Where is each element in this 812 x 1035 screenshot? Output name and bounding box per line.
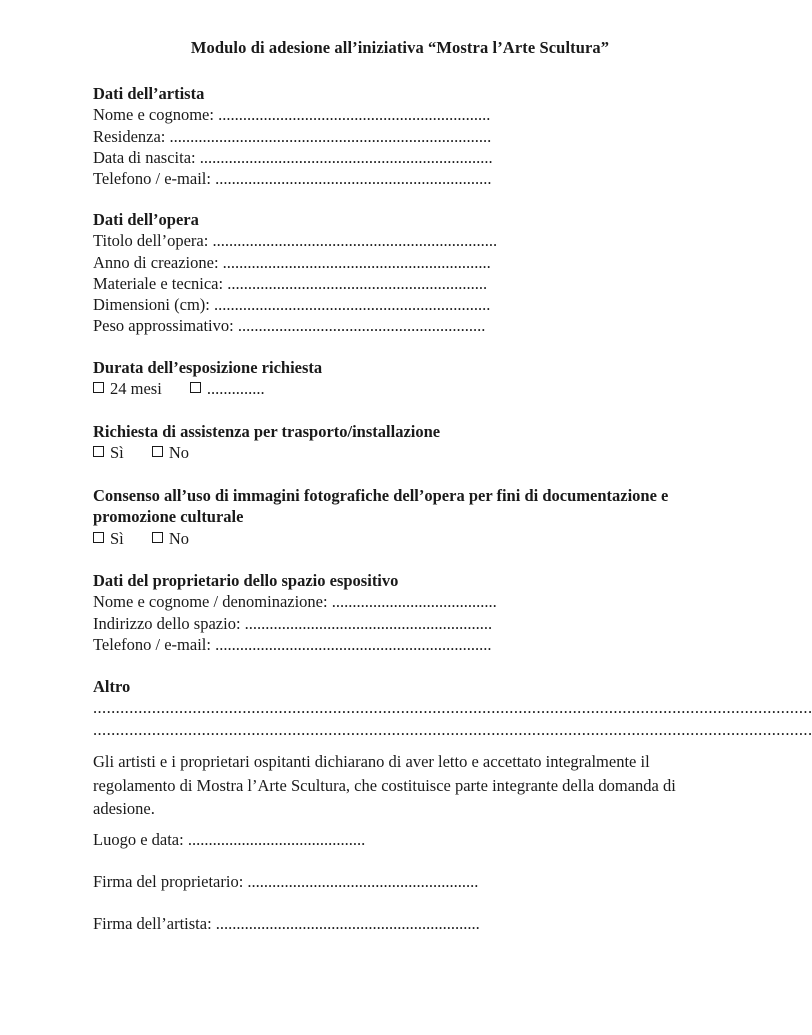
artist-heading: Dati dell’artista xyxy=(93,84,205,103)
checkbox-icon[interactable] xyxy=(93,382,104,393)
owner-address-field[interactable]: Indirizzo dello spazio: ............................................................ xyxy=(93,613,493,633)
checkbox-icon[interactable] xyxy=(190,382,201,393)
consent-section xyxy=(93,485,713,549)
checkbox-icon[interactable] xyxy=(152,446,163,457)
declaration-text: Gli artisti e i proprietari ospitanti dichiarano di aver letto e accettato integralmente il regolamento di Mostra l’Arte Scultura, che costituisce parte integrante della domanda di adesione. xyxy=(93,752,676,818)
duration-options xyxy=(93,378,713,399)
declaration-section xyxy=(93,750,713,821)
checkbox-icon[interactable] xyxy=(93,532,104,543)
assistance-heading: Richiesta di assistenza per trasporto/installazione xyxy=(93,422,441,441)
artist-residence-field[interactable]: Residenza: .............................................................................. xyxy=(93,126,492,146)
assistance-no[interactable] xyxy=(152,442,189,463)
artist-birthdate-field[interactable]: Data di nascita: ....................................................................... xyxy=(93,147,493,167)
consent-yes[interactable] xyxy=(93,528,124,549)
artwork-dimensions-field[interactable]: Dimensioni (cm): ................................................................... xyxy=(93,295,491,315)
other-line-2[interactable]: ............................................................................................................................................................... xyxy=(93,719,812,739)
assistance-no-label: No xyxy=(168,443,190,463)
artwork-section xyxy=(93,209,713,337)
place-date-section xyxy=(93,829,713,850)
artwork-weight-field[interactable]: Peso approssimativo: ............................................................ xyxy=(93,316,486,336)
artist-section xyxy=(93,83,713,189)
duration-section xyxy=(93,357,713,400)
artist-signature-section xyxy=(93,913,713,934)
artist-contact-field[interactable]: Telefono / e-mail: ................................................................... xyxy=(93,169,492,189)
duration-heading: Durata dell’esposizione richiesta xyxy=(93,358,323,377)
consent-yes-label: Sì xyxy=(110,528,124,548)
owner-contact-field[interactable]: Telefono / e-mail: ................................................................... xyxy=(93,634,492,654)
place-date-field[interactable]: Luogo e data: ........................................... xyxy=(93,830,366,849)
owner-signature-section xyxy=(93,871,713,892)
artist-signature-field[interactable]: Firma dell’artista: ................................................................ xyxy=(93,914,480,933)
artwork-material-field[interactable]: Materiale e tecnica: ............................................................... xyxy=(93,273,488,293)
artwork-year-field[interactable]: Anno di creazione: ................................................................. xyxy=(93,252,491,272)
consent-options xyxy=(93,528,713,549)
other-section xyxy=(93,676,812,740)
checkbox-icon[interactable] xyxy=(93,446,104,457)
consent-no-label: No xyxy=(168,528,190,548)
duration-option-24[interactable] xyxy=(93,378,162,399)
artwork-heading: Dati dell’opera xyxy=(93,210,199,229)
assistance-section xyxy=(93,421,713,464)
owner-signature-field[interactable]: Firma del proprietario: ........................................................ xyxy=(93,872,479,891)
consent-heading-line1: Consenso all’uso di immagini fotografiche dell’opera per fini di documentazione e xyxy=(93,486,669,505)
assistance-yes-label: Sì xyxy=(110,443,124,463)
artist-name-field[interactable]: Nome e cognome: .................................................................. xyxy=(93,105,491,125)
artwork-title-field[interactable]: Titolo dell’opera: ..................................................................... xyxy=(93,231,498,251)
other-line-1[interactable]: ............................................................................................................................................................... xyxy=(93,698,812,718)
assistance-yes[interactable] xyxy=(93,442,124,463)
form-title: Modulo di adesione all’iniziativa “Mostra l’Arte Scultura” xyxy=(190,38,610,57)
owner-name-field[interactable]: Nome e cognome / denominazione: ........................................ xyxy=(93,592,497,612)
duration-option-other-field[interactable]: .............. xyxy=(206,379,265,399)
consent-no[interactable] xyxy=(152,528,189,549)
owner-section xyxy=(93,570,713,655)
duration-option-24-label: 24 mesi xyxy=(110,379,162,399)
other-heading: Altro xyxy=(93,677,131,696)
duration-option-other[interactable] xyxy=(190,378,265,399)
consent-heading-line2: promozione culturale xyxy=(93,507,244,527)
assistance-options xyxy=(93,442,713,463)
checkbox-icon[interactable] xyxy=(152,532,163,543)
owner-heading: Dati del proprietario dello spazio espositivo xyxy=(93,571,399,590)
